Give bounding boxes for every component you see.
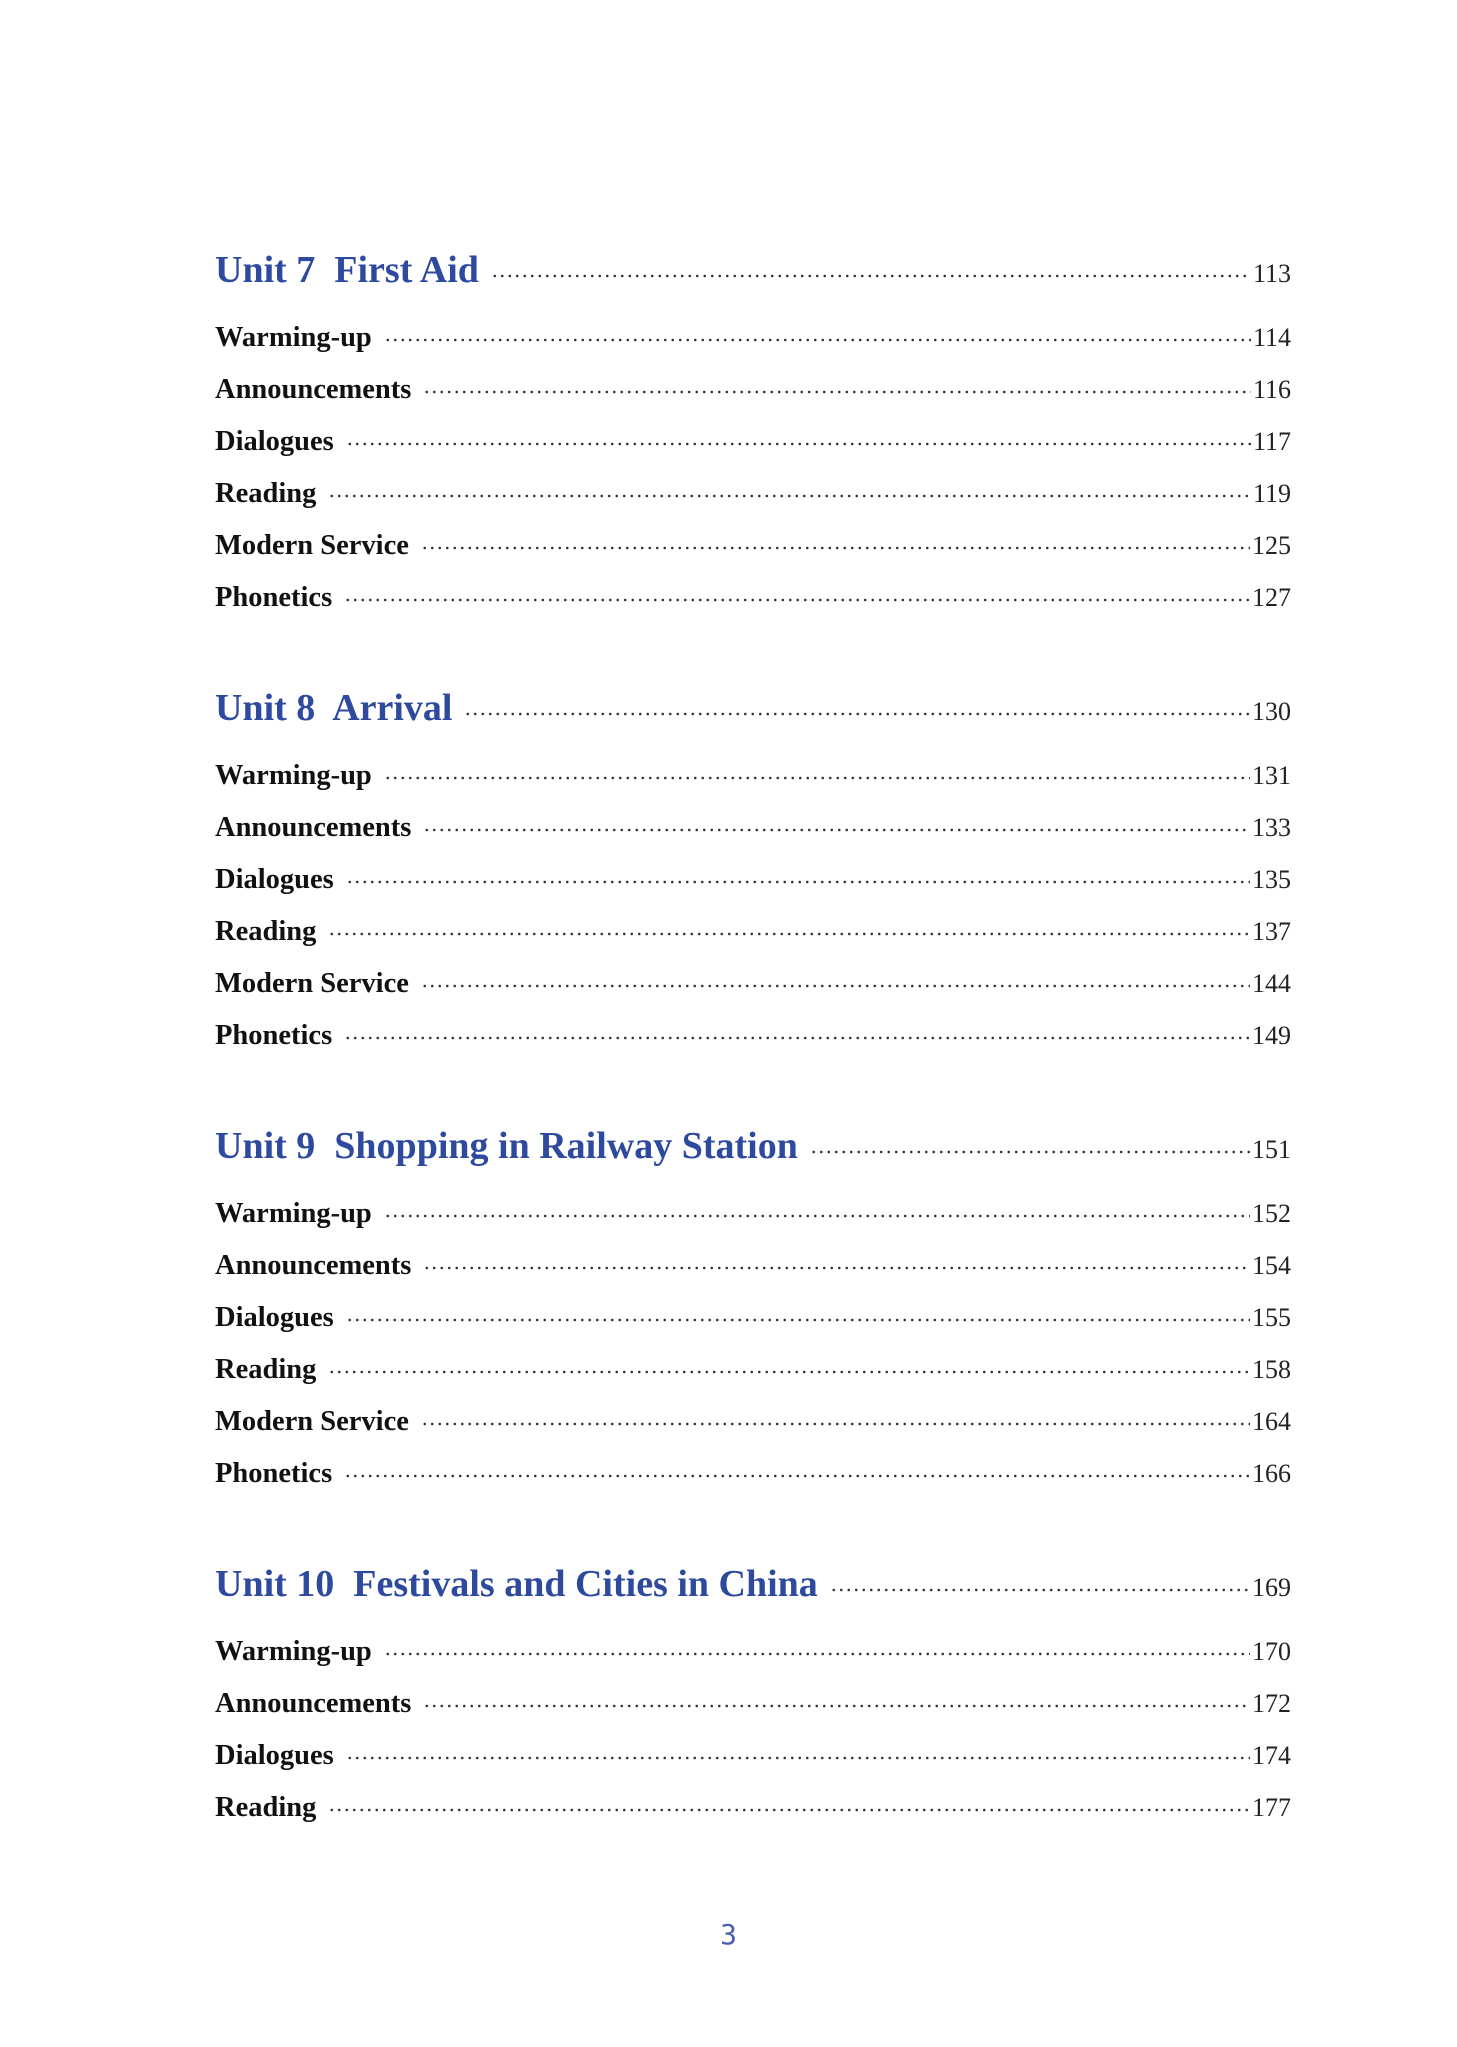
toc-entry[interactable] — [215, 1458, 1291, 1510]
toc-entry[interactable] — [215, 426, 1291, 478]
entry-label: Announcements — [215, 374, 412, 405]
dot-leader — [464, 712, 1250, 716]
unit-title: Unit 7 First Aid — [215, 249, 479, 291]
entry-label: Warming-up — [215, 1636, 372, 1667]
entry-label: Warming-up — [215, 760, 372, 791]
dot-leader — [384, 776, 1250, 780]
entry-label: Warming-up — [215, 322, 372, 353]
entry-page-number: 149 — [1252, 1021, 1291, 1050]
toc-entry[interactable] — [215, 478, 1291, 530]
entry-page-number: 152 — [1252, 1199, 1291, 1228]
dot-leader — [344, 1474, 1250, 1478]
entry-label: Dialogues — [215, 864, 334, 895]
toc-entry[interactable] — [215, 916, 1291, 968]
dot-leader — [346, 1756, 1250, 1760]
entry-page-number: 117 — [1252, 427, 1291, 456]
toc-entry[interactable] — [215, 322, 1291, 374]
toc-entry[interactable] — [215, 1354, 1291, 1406]
entry-label: Reading — [215, 478, 317, 509]
unit-heading-row[interactable] — [215, 1124, 1291, 1178]
unit-section — [215, 686, 1291, 1072]
entry-page-number: 133 — [1252, 813, 1291, 842]
toc-entry[interactable] — [215, 968, 1291, 1020]
dot-leader — [384, 1214, 1250, 1218]
dot-leader — [423, 1704, 1250, 1708]
dot-leader — [328, 494, 1251, 498]
unit-heading-row[interactable] — [215, 1562, 1291, 1616]
entry-page-number: 135 — [1252, 865, 1291, 894]
toc-entry[interactable] — [215, 1688, 1291, 1740]
dot-leader — [328, 1370, 1250, 1374]
dot-leader — [810, 1150, 1250, 1154]
toc-entry[interactable] — [215, 1740, 1291, 1792]
toc-entry[interactable] — [215, 1020, 1291, 1072]
dot-leader — [491, 274, 1251, 278]
dot-leader — [344, 1036, 1250, 1040]
dot-leader — [421, 1422, 1250, 1426]
entry-label: Reading — [215, 1354, 317, 1385]
entry-label: Announcements — [215, 812, 412, 843]
entry-page-number: 154 — [1252, 1251, 1291, 1280]
toc-entry[interactable] — [215, 760, 1291, 812]
dot-leader — [384, 338, 1251, 342]
entry-page-number: 116 — [1252, 375, 1291, 404]
entry-label: Phonetics — [215, 1020, 333, 1051]
entry-label: Announcements — [215, 1688, 412, 1719]
dot-leader — [423, 1266, 1250, 1270]
unit-section — [215, 1124, 1291, 1510]
entry-page-number: 177 — [1252, 1793, 1291, 1822]
entry-page-number: 170 — [1252, 1637, 1291, 1666]
entry-page-number: 131 — [1252, 761, 1291, 790]
dot-leader — [423, 828, 1250, 832]
dot-leader — [346, 442, 1251, 446]
entry-label: Announcements — [215, 1250, 412, 1281]
toc-entry[interactable] — [215, 1250, 1291, 1302]
entry-page-number: 125 — [1252, 531, 1291, 560]
toc-entry[interactable] — [215, 1792, 1291, 1844]
entry-label: Reading — [215, 1792, 317, 1823]
entry-page-number: 155 — [1252, 1303, 1291, 1332]
dot-leader — [346, 1318, 1250, 1322]
dot-leader — [830, 1588, 1250, 1592]
entry-label: Reading — [215, 916, 317, 947]
toc-entry[interactable] — [215, 1198, 1291, 1250]
toc-entry[interactable] — [215, 1636, 1291, 1688]
dot-leader — [421, 984, 1250, 988]
page-number: 3 — [720, 1918, 737, 1951]
toc-entry[interactable] — [215, 582, 1291, 634]
entry-page-number: 119 — [1252, 479, 1291, 508]
unit-heading-row[interactable] — [215, 686, 1291, 740]
dot-leader — [384, 1652, 1250, 1656]
entry-page-number: 144 — [1252, 969, 1291, 998]
entry-page-number: 158 — [1252, 1355, 1291, 1384]
toc-entry[interactable] — [215, 530, 1291, 582]
toc-entry[interactable] — [215, 374, 1291, 426]
unit-page-number: 151 — [1252, 1135, 1291, 1164]
dot-leader — [421, 546, 1250, 550]
dot-leader — [344, 598, 1250, 602]
entry-label: Dialogues — [215, 426, 334, 457]
unit-section — [215, 248, 1291, 634]
entry-label: Phonetics — [215, 582, 333, 613]
toc-entry[interactable] — [215, 812, 1291, 864]
toc-entry[interactable] — [215, 1406, 1291, 1458]
entry-page-number: 172 — [1252, 1689, 1291, 1718]
dot-leader — [328, 932, 1250, 936]
dot-leader — [328, 1808, 1250, 1812]
entry-page-number: 164 — [1252, 1407, 1291, 1436]
unit-page-number: 130 — [1252, 697, 1291, 726]
unit-section — [215, 1562, 1291, 1844]
entry-label: Modern Service — [215, 1406, 409, 1437]
entry-page-number: 114 — [1252, 323, 1291, 352]
entry-page-number: 166 — [1252, 1459, 1291, 1488]
table-of-contents — [215, 248, 1291, 1896]
entry-page-number: 127 — [1252, 583, 1291, 612]
entry-label: Dialogues — [215, 1302, 334, 1333]
entry-page-number: 137 — [1252, 917, 1291, 946]
unit-title: Unit 8 Arrival — [215, 687, 453, 729]
dot-leader — [346, 880, 1250, 884]
dot-leader — [423, 390, 1251, 394]
unit-title: Unit 9 Shopping in Railway Station — [215, 1125, 798, 1167]
unit-title: Unit 10 Festivals and Cities in China — [215, 1563, 818, 1605]
unit-page-number: 113 — [1252, 259, 1291, 288]
entry-label: Modern Service — [215, 968, 409, 999]
entry-label: Phonetics — [215, 1458, 333, 1489]
toc-entry[interactable] — [215, 864, 1291, 916]
unit-page-number: 169 — [1252, 1573, 1291, 1602]
entry-label: Modern Service — [215, 530, 409, 561]
entry-page-number: 174 — [1252, 1741, 1291, 1770]
toc-entry[interactable] — [215, 1302, 1291, 1354]
entry-label: Warming-up — [215, 1198, 372, 1229]
entry-label: Dialogues — [215, 1740, 334, 1771]
unit-heading-row[interactable] — [215, 248, 1291, 302]
